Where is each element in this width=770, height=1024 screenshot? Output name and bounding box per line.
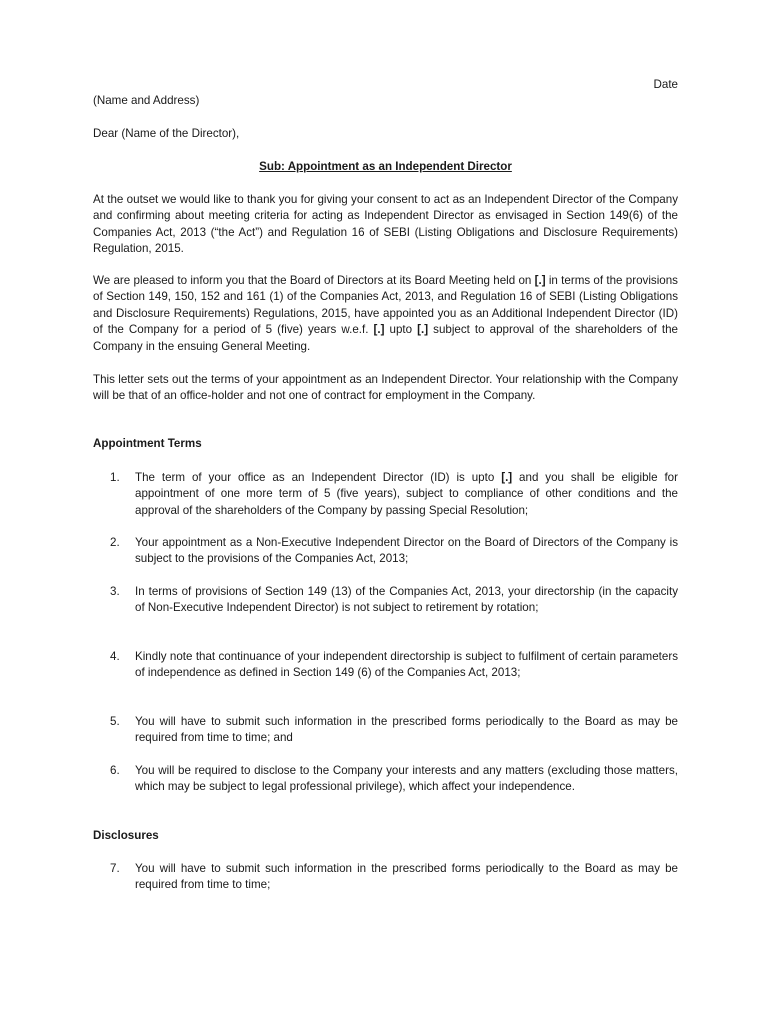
list-number: 6. xyxy=(110,764,120,777)
list-number: 1. xyxy=(110,471,120,484)
paragraph-appointment: We are pleased to inform you that the Board of Directors at its Board Meeting held on [.] in terms of the provisions of Section 149, 150, 152 and 161 (1) of the Companies Act, 2013, and Regulation 16 of SEBI (Listing Obligations and Disclosure Requirements) Regulations, 2015, have appointed you as an Additional Independent Director (ID) of the Company for a period of 5 (five) years w.e.f. [.] upto [.] subject to approval of the shareholders of the Company in the ensuing General Meeting. xyxy=(93,274,678,353)
list-text: Your appointment as a Non-Executive Independent Director on the Board of Directors of the Company is subject to the provisions of the Companies Act, 2013; xyxy=(135,536,678,566)
list-number: 7. xyxy=(110,862,120,875)
salutation: Dear (Name of the Director), xyxy=(93,127,240,140)
subject-line: Sub: Appointment as an Independent Director xyxy=(259,160,512,173)
placeholder-start-date: [.] xyxy=(373,323,385,337)
list-text: You will be required to disclose to the Company your interests and any matters (excluding those matters, which may be subject to legal professional privilege), which affect your independence. xyxy=(135,764,678,794)
list-text: You will have to submit such information in the prescribed forms periodically to the Board as may be required from time to time; and xyxy=(135,715,678,745)
paragraph-relationship: This letter sets out the terms of your appointment as an Independent Director. Your relationship with the Company will be that of an office-holder and not one of contract for employment in the Company. xyxy=(93,373,678,403)
list-number: 2. xyxy=(110,536,120,549)
list-text: In terms of provisions of Section 149 (13) of the Companies Act, 2013, your directorship (in the capacity of Non-Executive Independent Director) is not subject to retirement by rotation; xyxy=(135,585,678,615)
addressee: (Name and Address) xyxy=(93,94,200,107)
heading-disclosures: Disclosures xyxy=(93,829,159,842)
list-text: Kindly note that continuance of your independent directorship is subject to fulfilment of certain parameters of independence as defined in Section 149 (6) of the Companies Act, 2013; xyxy=(135,650,678,680)
list-number: 4. xyxy=(110,650,120,663)
paragraph-consent: At the outset we would like to thank you for giving your consent to act as an Independent Director of the Company and confirming about meeting criteria for acting as Independent Director as envisaged in Section 149(6) of the Companies Act, 2013 (“the Act”) and Regulation 16 of SEBI (Listing Obligations and Disclosure Requirements) Regulation, 2015. xyxy=(93,193,678,256)
list-text: You will have to submit such information in the prescribed forms periodically to the Board as may be required from time to time; xyxy=(135,862,678,892)
list-number: 5. xyxy=(110,715,120,728)
list-text: The term of your office as an Independent Director (ID) is upto [.] and you shall be eligible for appointment of one more term of 5 (five years), subject to compliance of other conditions and the approval of the shareholders of the Company by passing Special Resolution; xyxy=(135,471,678,517)
placeholder-meeting-date: [.] xyxy=(534,274,546,287)
heading-appointment-terms: Appointment Terms xyxy=(93,437,202,450)
list-number: 3. xyxy=(110,585,120,598)
placeholder-term-end: [.] xyxy=(501,471,513,484)
placeholder-end-date: [.] xyxy=(417,323,429,337)
date-label: Date xyxy=(653,78,678,91)
